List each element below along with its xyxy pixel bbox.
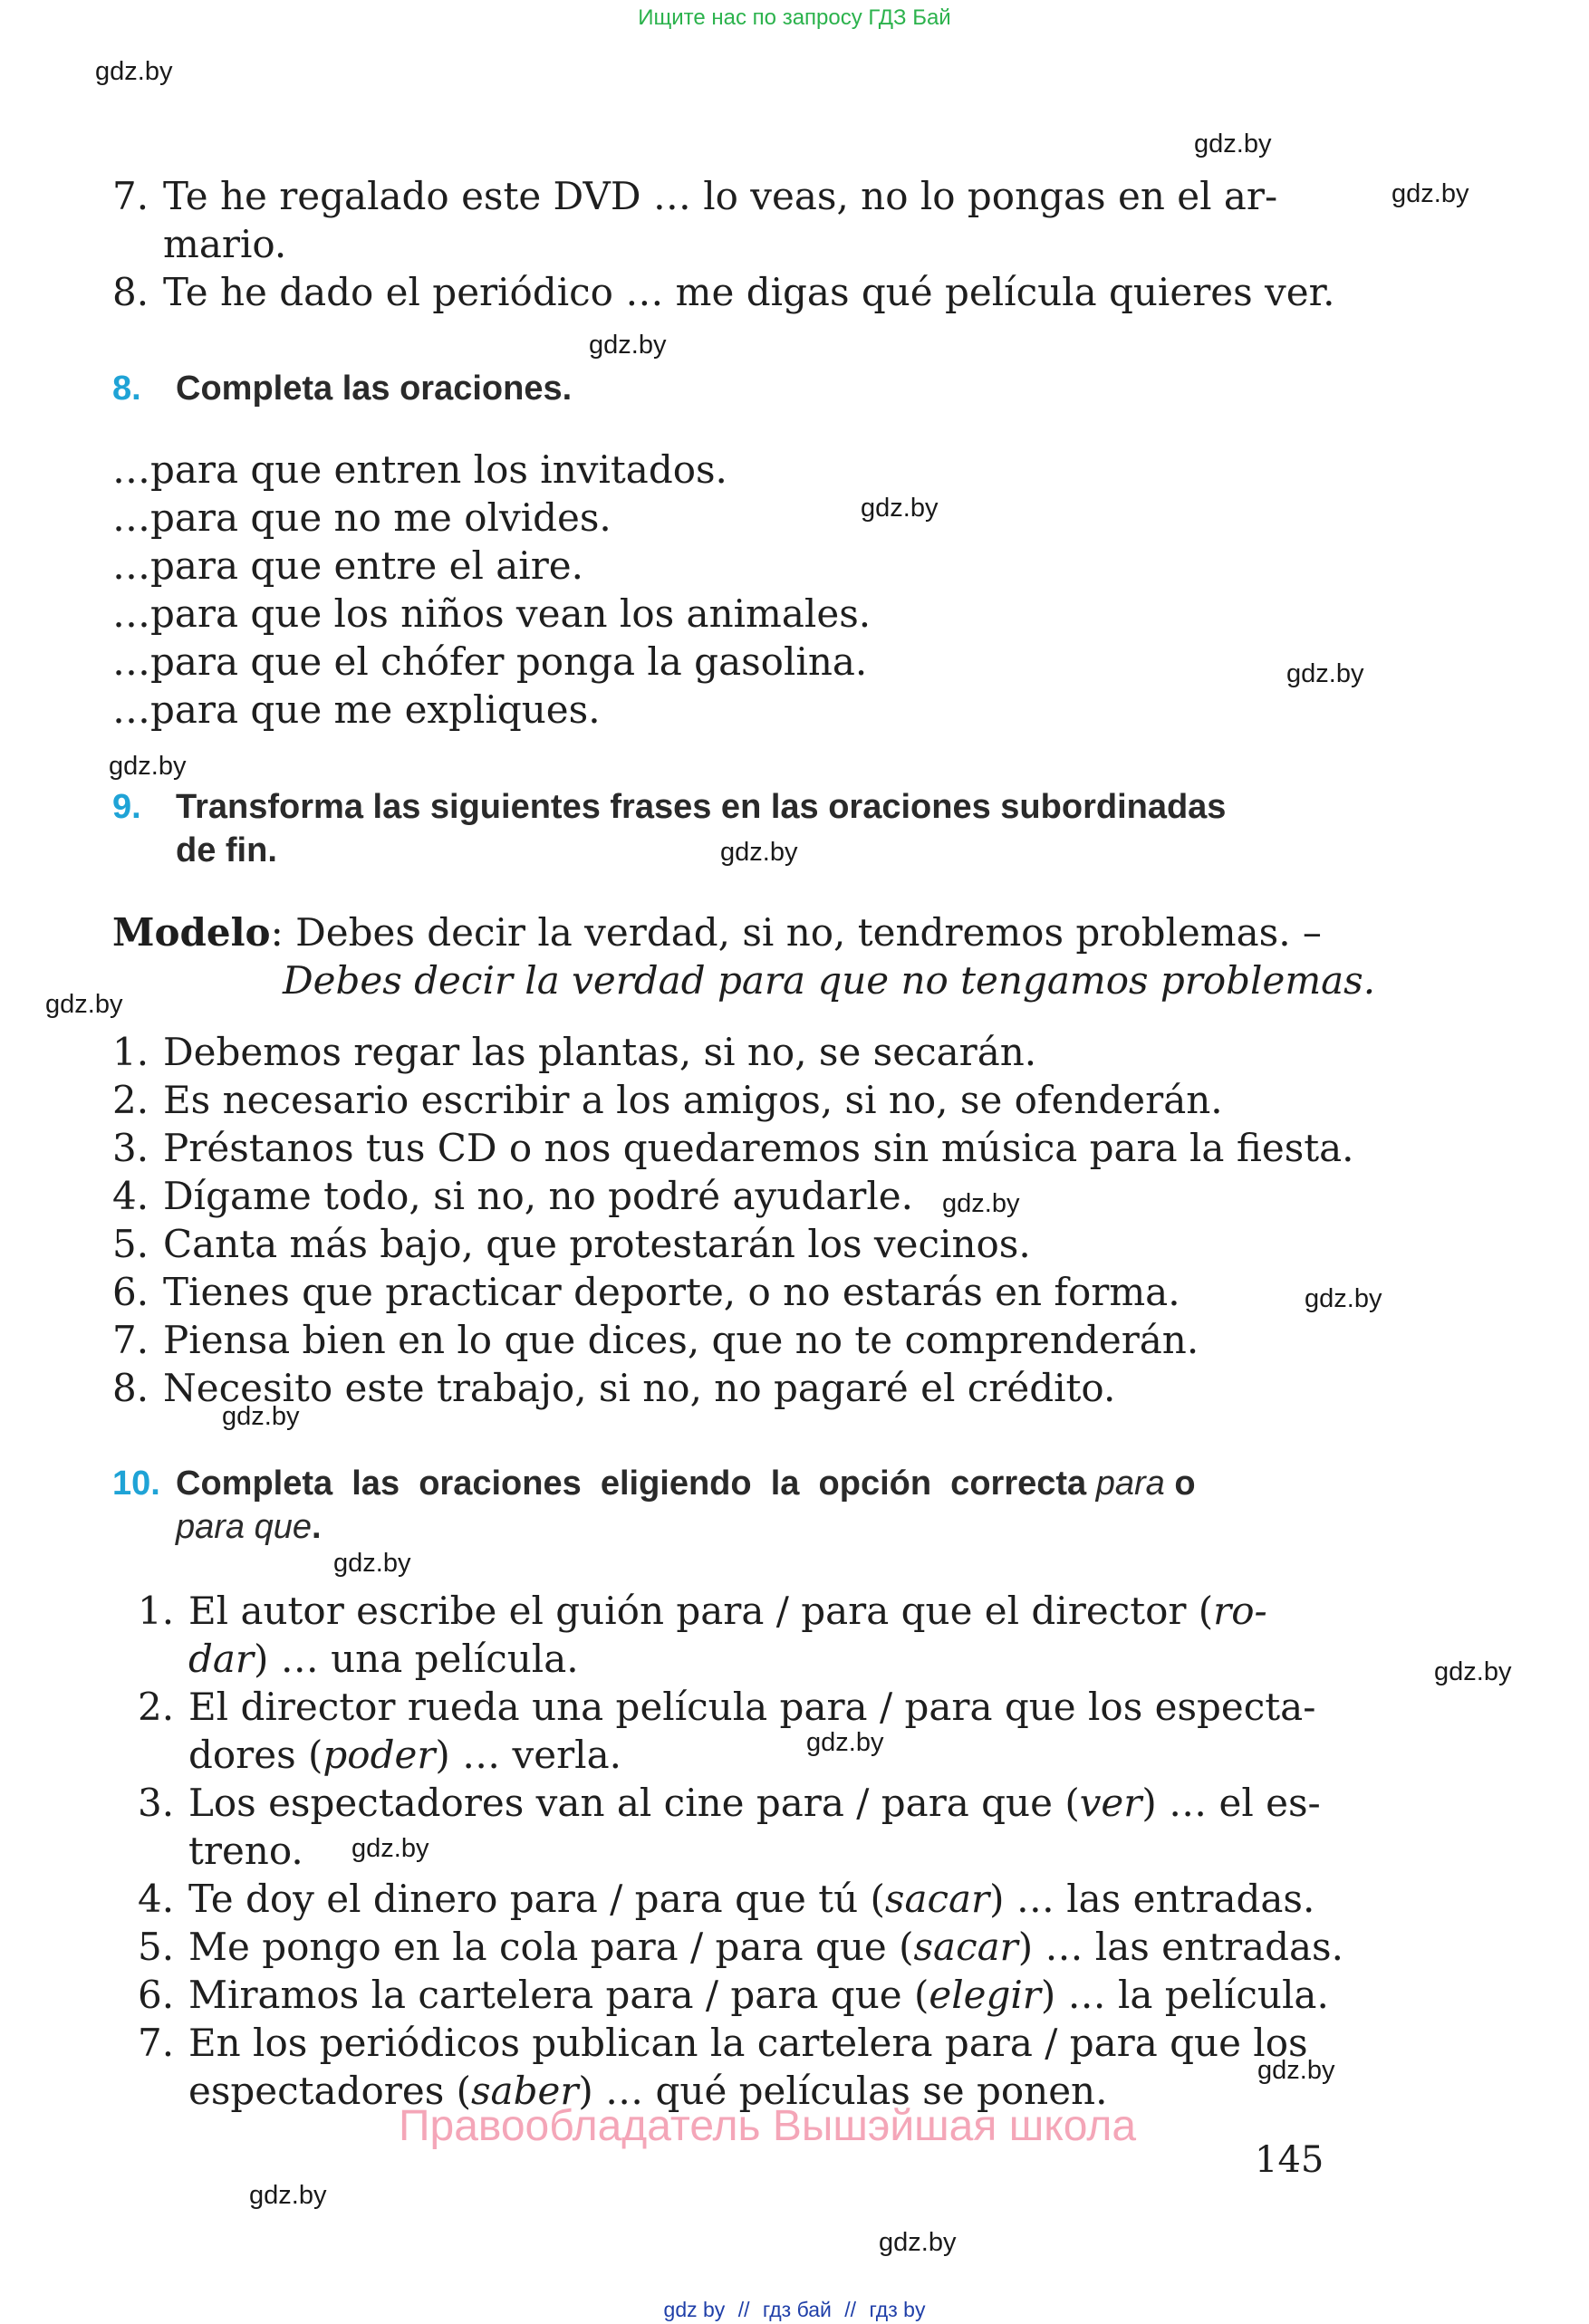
list-item (112, 1028, 1036, 1077)
model-answer (283, 956, 1375, 1005)
top-banner[interactable]: Ищите нас по запросу ГДЗ Бай (638, 5, 951, 30)
list-item (138, 1779, 1321, 1828)
watermark: gdz.by (1257, 2056, 1335, 2085)
item-text-continuation (188, 1731, 621, 1780)
item-text: En los periódicos publican la cartelera para / para que los (188, 2021, 1308, 2065)
exercise-title-continuation: de fin. (176, 831, 277, 869)
watermark: gdz.by (1194, 130, 1272, 158)
list-item (112, 1268, 1180, 1317)
item-number: 8. (112, 1366, 149, 1410)
exercise-title (176, 1465, 1196, 1503)
verb-hint: ver (1079, 1781, 1142, 1825)
item-text: Me pongo en la cola para / para que ( (188, 1925, 914, 1969)
list-item (112, 1172, 913, 1221)
title-text: . (312, 1508, 322, 1546)
item-number: 5. (112, 1222, 149, 1266)
list-item (112, 1076, 1223, 1125)
verb-hint: dar (188, 1637, 255, 1681)
page-number: 145 (1255, 2139, 1324, 2181)
list-item (138, 1971, 1329, 2020)
item-text-continuation (188, 1635, 579, 1684)
list-item (138, 1875, 1315, 1924)
verb-hint: ro- (1213, 1589, 1267, 1633)
model-text: : Debes decir la verdad, si no, tendremos problemas. – (270, 910, 1322, 955)
item-text-continuation: treno. (188, 1829, 303, 1873)
exercise-heading (112, 1465, 1196, 1503)
exercise-title-continuation (176, 1508, 322, 1547)
item-text: Te he dado el periódico … me digas qué película quieres ver. (163, 270, 1335, 314)
title-option-para: para (1095, 1465, 1165, 1503)
item-text: dores ( (188, 1733, 323, 1777)
item-number: 3. (112, 1126, 149, 1170)
watermark: gdz.by (352, 1834, 429, 1863)
list-item (138, 2019, 1308, 2068)
watermark: gdz.by (249, 2181, 327, 2210)
footer-separator: // (737, 2298, 750, 2321)
watermark: gdz.by (109, 752, 187, 781)
exercise-number: 9. (112, 788, 141, 826)
item-text: espectadores ( (188, 2069, 471, 2113)
list-item: …para que me expliques. (112, 687, 601, 732)
verb-hint: sacar (884, 1877, 990, 1921)
exercise-number: 10. (112, 1465, 160, 1503)
item-text: ) … la película. (1040, 1973, 1329, 2017)
item-text: Necesito este trabajo, si no, no pagaré el crédito. (163, 1366, 1116, 1410)
exercise-heading (112, 370, 572, 408)
item-text: Te doy el dinero para / para que tú ( (188, 1877, 885, 1921)
watermark: gdz.by (589, 331, 667, 360)
exercise-title: Transforma las siguientes frases en las oraciones subordinadas (176, 788, 1227, 826)
item-text: ) … una película. (254, 1637, 579, 1681)
exercise-title: Completa las oraciones. (176, 370, 573, 408)
item-text: Los espectadores van al cine para / para que ( (188, 1781, 1080, 1825)
item-number: 1. (112, 1030, 149, 1074)
item-number: 5. (138, 1925, 175, 1969)
verb-hint: saber (471, 2069, 579, 2113)
verb-hint: poder (323, 1733, 436, 1777)
verb-hint: elegir (929, 1973, 1041, 2017)
title-option-para-que: para que (176, 1508, 313, 1546)
item-text: Es necesario escribir a los amigos, si no, se ofenderán. (163, 1078, 1223, 1122)
item-text: ) … qué películas se ponen. (578, 2069, 1108, 2113)
item-text: El director rueda una película para / para que los especta- (188, 1685, 1316, 1729)
item-text: ) … las entradas. (1017, 1925, 1343, 1969)
list-item: …para que el chófer ponga la gasolina. (112, 639, 868, 684)
watermark: gdz.by (806, 1728, 884, 1757)
model-answer-text: Debes decir la verdad para que no tengamos problemas. (283, 958, 1376, 1003)
list-item: …para que entren los invitados. (112, 447, 727, 492)
title-text: o (1164, 1465, 1196, 1503)
list-item: …para que entre el aire. (112, 543, 583, 588)
list-item (112, 1364, 1115, 1413)
item-text: Dígame todo, si no, no podré ayudarle. (163, 1174, 913, 1218)
item-text: Piensa bien en lo que dices, que no te comprenderán. (163, 1318, 1199, 1362)
watermark: gdz.by (222, 1402, 300, 1431)
watermark: gdz.by (95, 57, 173, 86)
item-number: 7. (138, 2021, 175, 2065)
item-text: ) … las entradas. (989, 1877, 1315, 1921)
list-item (138, 1683, 1315, 1732)
item-number: 2. (112, 1078, 149, 1122)
item-number: 7. (112, 174, 149, 218)
item-text: Tienes que practicar deporte, o no estarás en forma. (163, 1270, 1180, 1314)
item-text: El autor escribe el guión para / para que el director ( (188, 1589, 1214, 1633)
list-item (138, 1587, 1267, 1636)
watermark: gdz.by (720, 838, 798, 867)
list-item (112, 1124, 1354, 1173)
item-text: Canta más bajo, que protestarán los vecinos. (163, 1222, 1031, 1266)
item-text: Miramos la cartelera para / para que ( (188, 1973, 929, 2017)
watermark: gdz.by (861, 494, 939, 523)
item-number: 8. (112, 270, 149, 314)
item-text: Debemos regar las plantas, si no, se secarán. (163, 1030, 1037, 1074)
rights-holder-stamp: Правообладатель Вышэйшая школа (399, 2102, 1137, 2150)
item-number: 4. (138, 1877, 175, 1921)
footer-separator: // (844, 2298, 857, 2321)
item-number: 7. (112, 1318, 149, 1362)
item-number: 4. (112, 1174, 149, 1218)
list-item: …para que no me olvides. (112, 495, 612, 540)
exercise-number: 8. (112, 370, 141, 408)
item-text: Préstanos tus CD o nos quedaremos sin música para la fiesta. (163, 1126, 1354, 1170)
watermark: gdz.by (942, 1189, 1020, 1218)
item-number: 6. (138, 1973, 175, 2017)
watermark: gdz.by (1305, 1284, 1382, 1313)
list-item (112, 268, 1334, 317)
title-text: Completa las oraciones eligiendo la opción correcta (176, 1465, 1096, 1503)
watermark: gdz.by (879, 2228, 957, 2257)
item-number: 1. (138, 1589, 175, 1633)
item-text-continuation: mario. (163, 222, 287, 266)
item-text: ) … verla. (435, 1733, 621, 1777)
item-number: 2. (138, 1685, 175, 1729)
list-item (138, 1923, 1343, 1972)
model-example (112, 908, 1322, 957)
verb-hint: sacar (913, 1925, 1018, 1969)
model-label: Modelo (112, 910, 271, 955)
item-text: ) … el es- (1141, 1781, 1321, 1825)
list-item (112, 1220, 1031, 1269)
watermark: gdz.by (1434, 1657, 1512, 1686)
item-number: 3. (138, 1781, 175, 1825)
exercise-heading (112, 788, 1226, 827)
list-item (112, 1316, 1199, 1365)
footer-link[interactable]: гдз бай (762, 2298, 832, 2321)
footer-links (0, 2298, 1589, 2322)
watermark: gdz.by (45, 990, 123, 1019)
list-item (112, 172, 1277, 221)
watermark: gdz.by (333, 1549, 411, 1578)
watermark: gdz.by (1392, 179, 1469, 208)
watermark: gdz.by (1286, 659, 1364, 688)
list-item: …para que los niños vean los animales. (112, 591, 872, 636)
footer-link[interactable]: gdz by (663, 2298, 726, 2321)
item-number: 6. (112, 1270, 149, 1314)
footer-link[interactable]: гдз by (869, 2298, 926, 2321)
item-text: Te he regalado este DVD … lo veas, no lo pongas en el ar- (163, 174, 1278, 218)
